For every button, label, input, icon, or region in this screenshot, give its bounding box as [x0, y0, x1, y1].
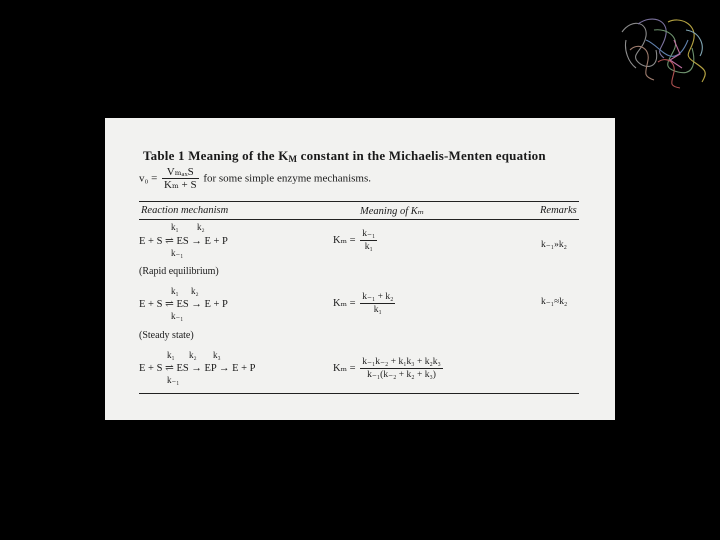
remark: k₋₁»k₂ [541, 240, 567, 250]
header-meaning: Meaning of Kₘ [360, 206, 425, 217]
reaction-mechanism: E + S ⇌ ES → E + P [139, 236, 228, 247]
header-rule [139, 219, 579, 220]
km-meaning: Kₘ = $\frac{\text{k₋₁k₋₂ + k₁k₃ + k₂k₃}}{\text{k₋₁(k₋₂ + k₂ + k₃)}}$ [333, 357, 441, 380]
table-row: k₁ k₂ E + S ⇌ ES → E + P k₋₁ [139, 222, 228, 258]
remark: k₋₁≈k₂ [541, 297, 568, 307]
table-title: Table 1 Meaning of the $K_M$ constant in the Michaelis-Menten equation [143, 148, 546, 164]
top-rule [139, 201, 579, 202]
protein-structure-logo [608, 10, 716, 95]
header-remarks: Remarks [540, 205, 577, 216]
table-row: k₁ k₂ k₃ E + S ⇌ ES → EP → E + P k₋₁ [139, 350, 256, 385]
table-row: k₁ k₂ E + S ⇌ ES → E + P k₋₁ [139, 286, 228, 321]
reaction-mechanism: E + S ⇌ ES → E + P [139, 299, 228, 310]
michaelis-menten-equation: v₀ = $\frac{\text{VₘₐₓS}}{\text{Kₘ + S}}$ for some simple enzyme mechanisms. [139, 166, 372, 191]
km-meaning: Kₘ = $\frac{\text{k₋₁ + k₂}}{\text{k₁}}$ [333, 292, 394, 315]
bottom-rule [139, 393, 579, 394]
table-image [105, 118, 615, 420]
header-mechanism: Reaction mechanism [141, 205, 229, 216]
km-meaning: Kₘ = $\frac{\text{k₋₁}}{\text{k₁}}$ [333, 229, 376, 252]
condition-label: (Steady state) [139, 330, 194, 341]
reaction-mechanism: E + S ⇌ ES → EP → E + P [139, 363, 256, 374]
condition-label: (Rapid equilibrium) [139, 266, 219, 277]
